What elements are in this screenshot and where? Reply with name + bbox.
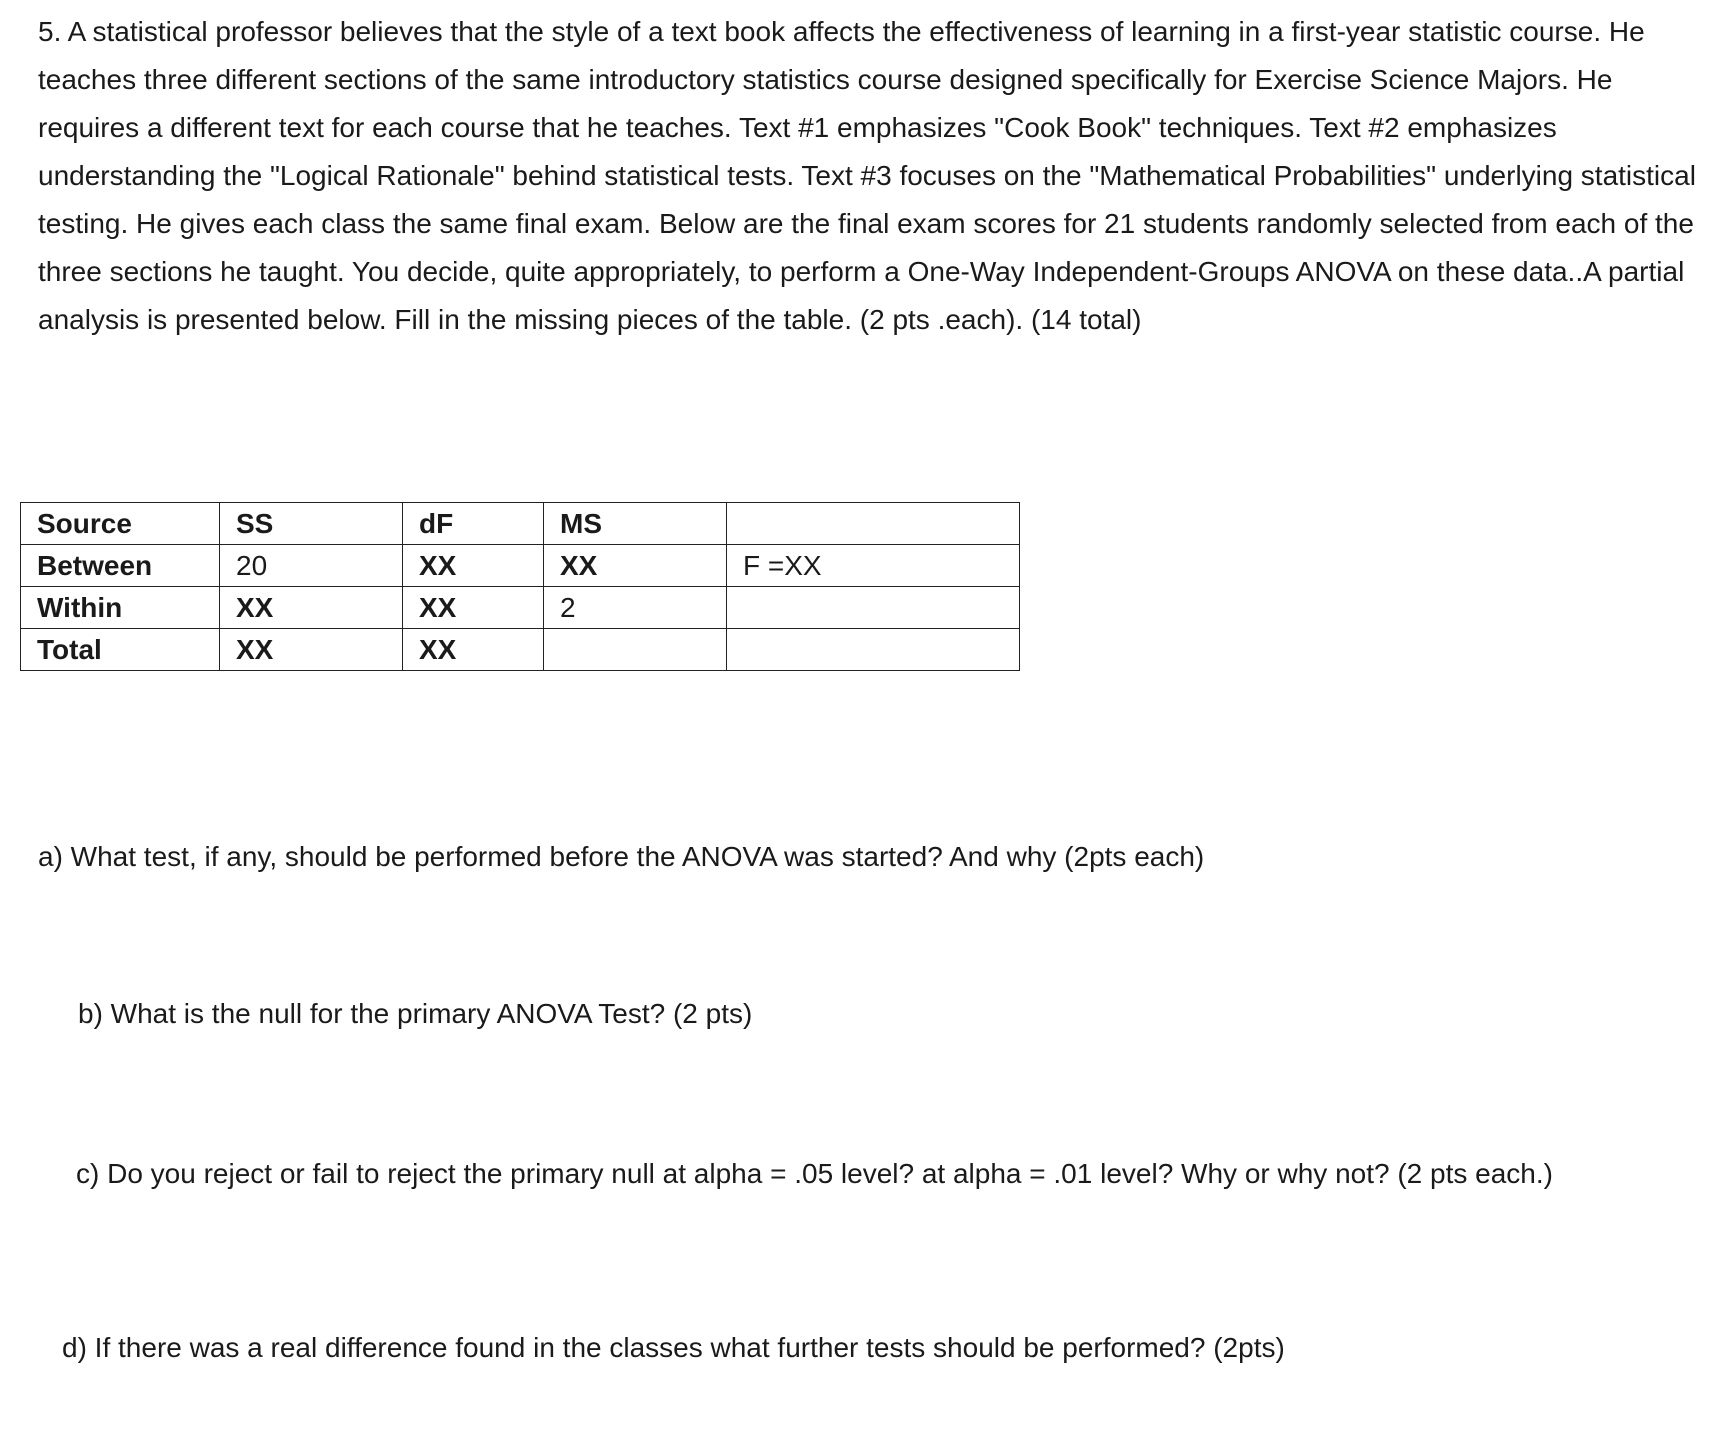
cell-f [727,629,1020,671]
header-ss: SS [220,503,403,545]
cell-ms: 2 [544,587,727,629]
question-d: d) If there was a real difference found in the classes what further tests should be performed? (2pts) [62,1332,1285,1363]
cell-f: F =XX [727,545,1020,587]
cell-source: Total [21,629,220,671]
header-source: Source [21,503,220,545]
cell-df: XX [403,545,544,587]
cell-ss: 20 [220,545,403,587]
table-header-row [21,503,1020,545]
header-ms: MS [544,503,727,545]
cell-ss: XX [220,629,403,671]
table-row-between [21,545,1020,587]
problem-statement: 5. A statistical professor believes that the style of a text book affects the effectiveness of learning in a first-year statistic course. He teaches three different sections of the same introductory statistics course designed specifically for Exercise Science Majors. He requires a different text for each course that he teaches. Text #1 emphasizes "Cook Book" techniques. Text #2 emphasizes understanding the "Logical Rationale" behind statistical tests. Text #3 focuses on the "Mathematical Probabilities" underlying statistical testing. He gives each class the same final exam. Below are the final exam scores for 21 students randomly selected from each of the three sections he taught. You decide, quite appropriately, to perform a One-Way Independent-Groups ANOVA on these data..A partial analysis is presented below. Fill in the missing pieces of the table. (2 pts .each). (14 total) [38,16,1696,335]
cell-df: XX [403,629,544,671]
question-c: c) Do you reject or fail to reject the primary null at alpha = .05 level? at alpha = .01 level? Why or why not? (2 pts each.) [76,1158,1553,1189]
cell-source: Between [21,545,220,587]
header-f [727,503,1020,545]
cell-f [727,587,1020,629]
cell-df: XX [403,587,544,629]
anova-table [20,502,1020,671]
cell-source: Within [21,587,220,629]
cell-ms [544,629,727,671]
cell-ms: XX [544,545,727,587]
header-df: dF [403,503,544,545]
question-b: b) What is the null for the primary ANOVA Test? (2 pts) [78,998,753,1029]
question-a: a) What test, if any, should be performed before the ANOVA was started? And why (2pts each) [38,841,1205,872]
table-row-total [21,629,1020,671]
cell-ss: XX [220,587,403,629]
table-row-within [21,587,1020,629]
